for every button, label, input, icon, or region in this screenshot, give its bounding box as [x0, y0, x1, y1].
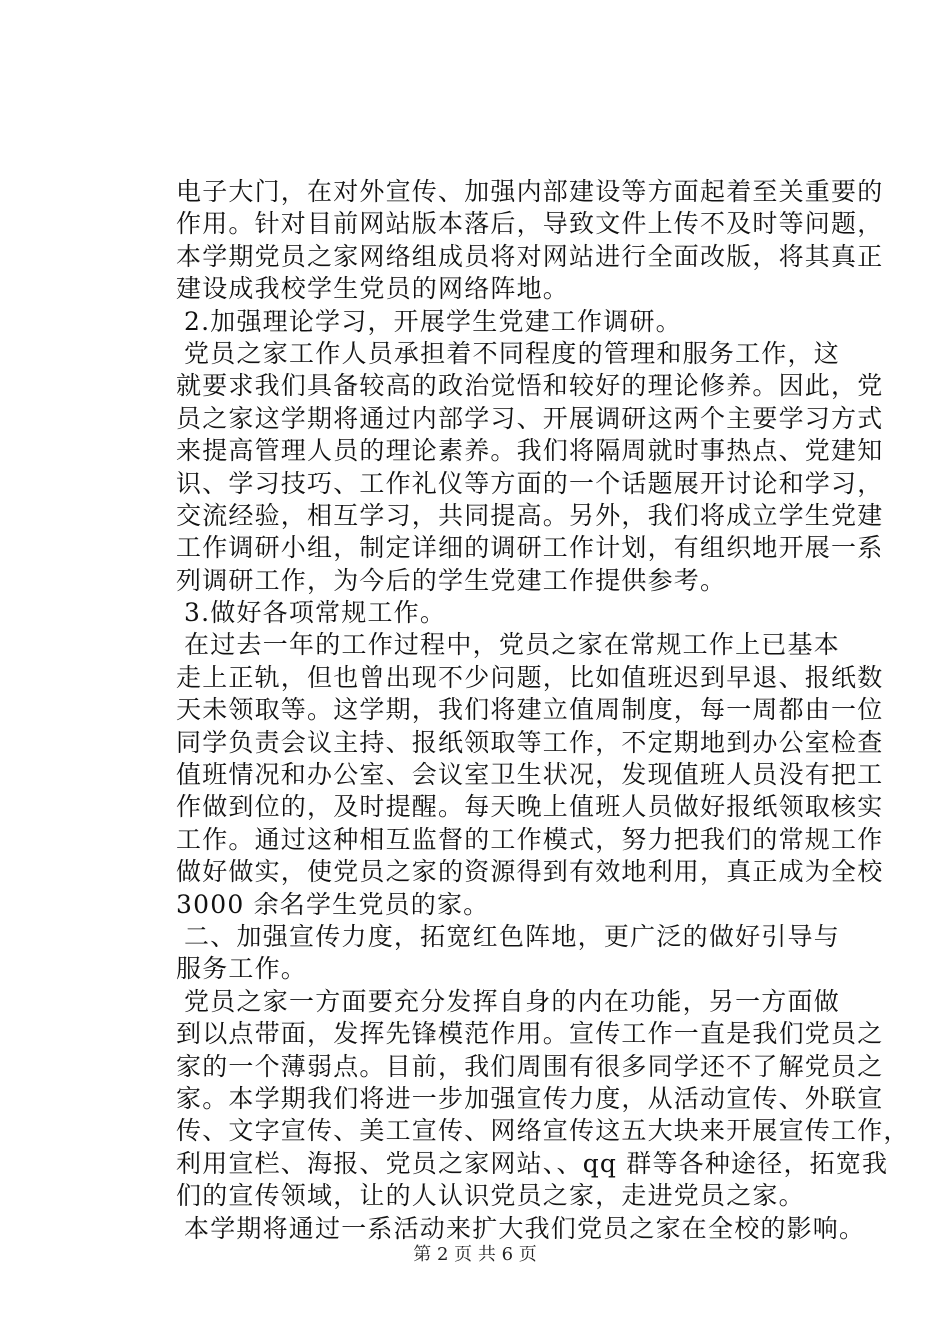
text-line: 做好做实，使党员之家的资源得到有效地利用，真正成为全校	[176, 857, 884, 887]
text-line: 本学期党员之家网络组成员将对网站进行全面改版，将其真正	[176, 241, 884, 271]
text-line: 建设成我校学生党员的网络阵地。	[176, 274, 570, 304]
text-line: 传、文字宣传、美工宣传、网络宣传这五大块来开展宣传工作，	[176, 1116, 910, 1146]
page-footer: 第 2 页 共 6 页	[413, 1244, 537, 1265]
text-line: 3000 余名学生党员的家。	[176, 889, 490, 919]
text-line: 员之家这学期将通过内部学习、开展调研这两个主要学习方式	[176, 403, 884, 433]
text-line: 服务工作。	[176, 954, 308, 984]
text-line: 值班情况和办公室、会议室卫生状况，发现值班人员没有把工	[176, 760, 884, 790]
text-line: 走上正轨，但也曾出现不少问题，比如值班迟到早退、报纸数	[176, 662, 884, 692]
text-line: 到以点带面，发挥先锋模范作用。宣传工作一直是我们党员之	[176, 1019, 884, 1049]
text-line: 3.做好各项常规工作。	[184, 598, 447, 628]
text-line: 列调研工作，为今后的学生党建工作提供参考。	[176, 565, 727, 595]
text-line: 们的宣传领域，让的人认识党员之家，走进党员之家。	[176, 1181, 805, 1211]
text-line: 电子大门，在对外宣传、加强内部建设等方面起着至关重要的	[176, 177, 884, 206]
text-line: 本学期将通过一系活动来扩大我们党员之家在全校的影响。	[184, 1213, 866, 1243]
text-line: 2.加强理论学习，开展学生党建工作调研。	[184, 306, 682, 336]
document-body	[176, 176, 910, 1245]
text-line: 二、加强宣传力度，拓宽红色阵地，更广泛的做好引导与	[184, 921, 840, 951]
text-line: 工作调研小组，制定详细的调研工作计划，有组织地开展一系	[176, 533, 884, 563]
text-line: 作做到位的，及时提醒。每天晚上值班人员做好报纸领取核实	[176, 792, 884, 822]
text-line: 党员之家一方面要充分发挥自身的内在功能，另一方面做	[184, 986, 840, 1016]
text-line: 作用。针对目前网站版本落后，导致文件上传不及时等问题，	[176, 209, 884, 239]
text-line: 就要求我们具备较高的政治觉悟和较好的理论修养。因此，党	[176, 371, 884, 401]
text-line: 交流经验，相互学习，共同提高。另外，我们将成立学生党建	[176, 500, 884, 530]
text-line: 家。本学期我们将进一步加强宣传力度，从活动宣传、外联宣	[176, 1083, 884, 1113]
text-line: 识、学习技巧、工作礼仪等方面的一个话题展开讨论和学习，	[176, 468, 884, 498]
text-line: 同学负责会议主持、报纸领取等工作，不定期地到办公室检查	[176, 727, 884, 757]
text-line: 利用宣栏、海报、党员之家网站、、qq 群等各种途径，拓宽我	[176, 1148, 889, 1178]
text-line: 来提高管理人员的理论素养。我们将隔周就时事热点、党建知	[176, 436, 884, 466]
text-line: 在过去一年的工作过程中，党员之家在常规工作上已基本	[184, 630, 840, 660]
text-line: 天未领取等。这学期，我们将建立值周制度，每一周都由一位	[176, 695, 884, 725]
text-line: 党员之家工作人员承担着不同程度的管理和服务工作，这	[184, 338, 840, 368]
text-line: 工作。通过这种相互监督的工作模式，努力把我们的常规工作	[176, 824, 884, 854]
text-line: 家的一个薄弱点。目前，我们周围有很多同学还不了解党员之	[176, 1051, 884, 1081]
